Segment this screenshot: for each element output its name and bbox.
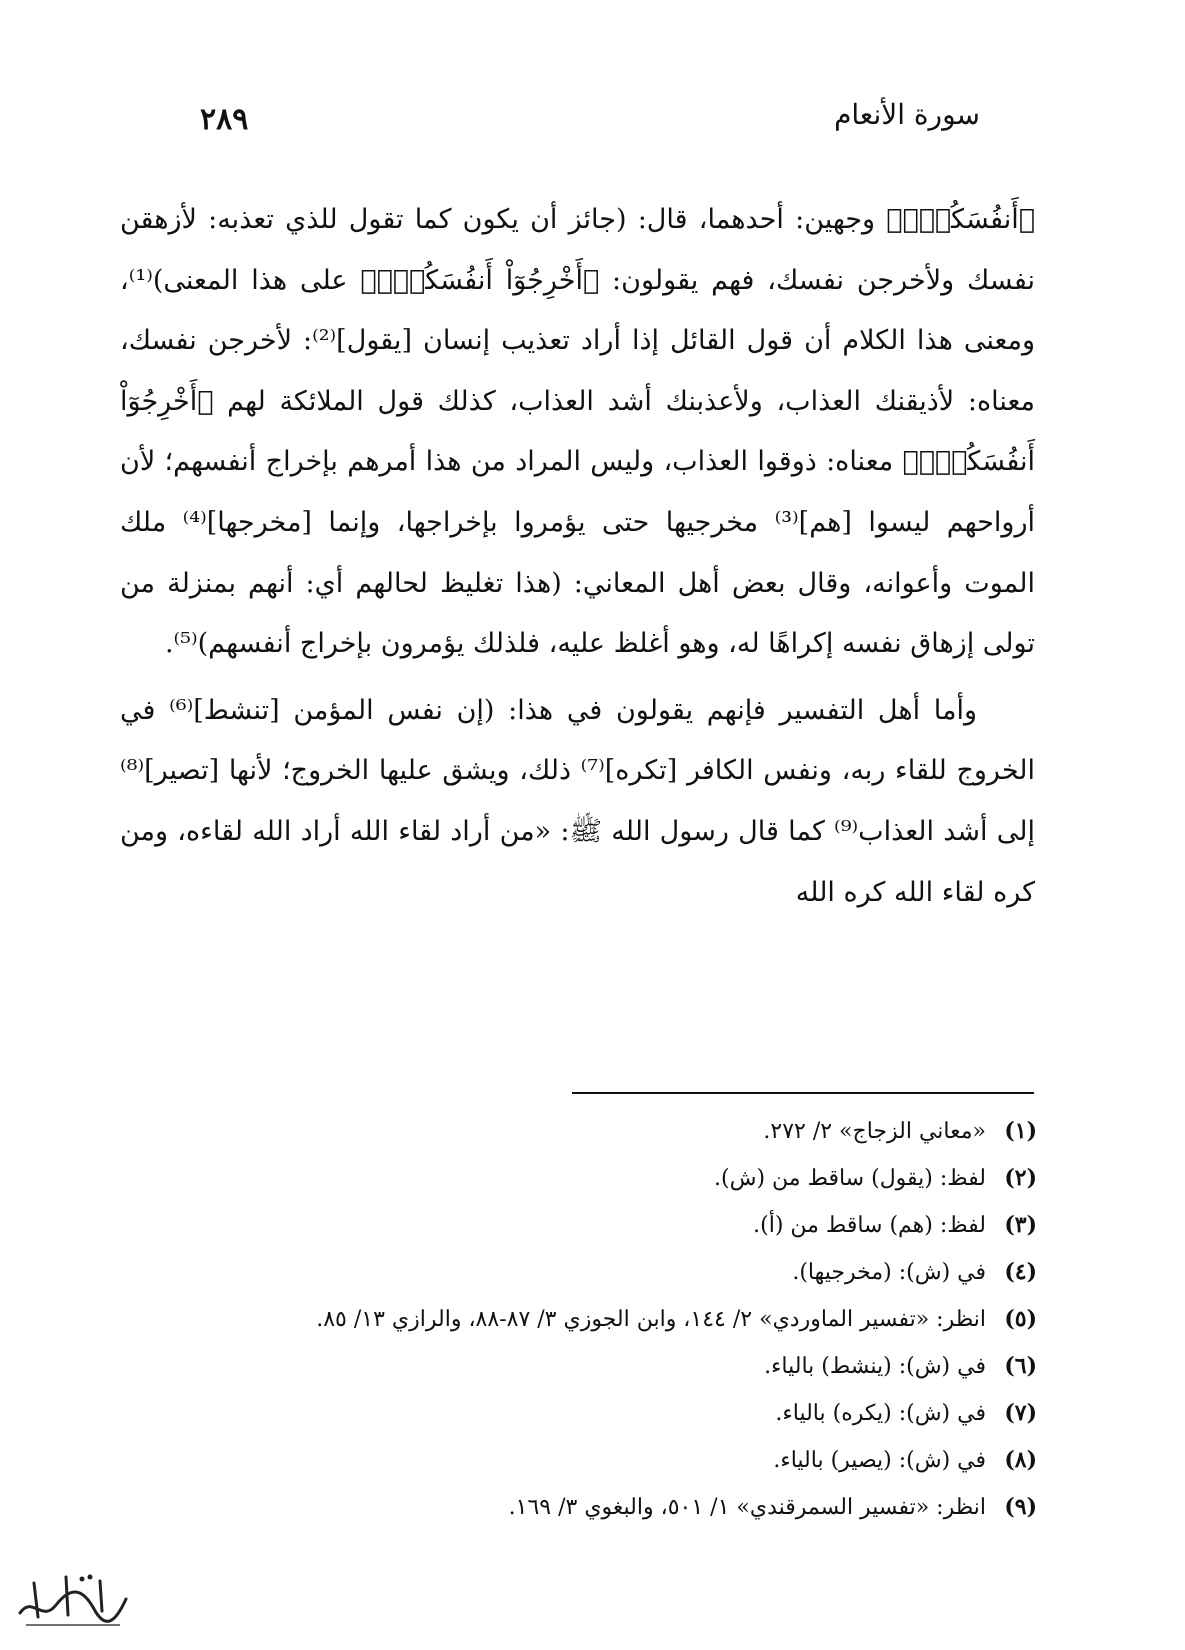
main-text (120, 190, 1035, 923)
footnote-6: (٦) في (ش): (ينشط) بالياء. (764, 1353, 1037, 1379)
footnote-3: (٣) لفظ: (هم) ساقط من (أ). (753, 1212, 1037, 1238)
footnote-5: (٥) انظر: «تفسير الماوردي» ٢/ ١٤٤، وابن الجوزي ٣/ ٨٧-٨٨، والرازي ١٣/ ٨٥. (316, 1306, 1037, 1332)
footnote-7: (٧) في (ش): (يكره) بالياء. (775, 1400, 1037, 1426)
paragraph-1: ﴿أَنفُسَكُمُۖ﴾ وجهين: أحدهما، قال: (جائز أن يكون كما تقول للذي تعذبه: لأزهقن نفسك ولأخرجن نفسك، فهم يقولون: ﴿أَخْرِجُوٓاْ أَنفُسَكُمُۖ﴾ على هذا المعنى)⁽¹⁾، ومعنى هذا الكلام أن قول القائل إذا أراد تعذيب إنسان [يقول]⁽²⁾: لأخرجن نفسك، معناه: لأذيقنك العذاب، ولأعذبنك أشد العذاب، كذلك قول الملائكة لهم ﴿أَخْرِجُوٓاْ أَنفُسَكُمُۖ﴾ معناه: ذوقوا العذاب، وليس المراد من هذا أمرهم بإخراج أنفسهم؛ لأن أرواحهم ليسوا [هم]⁽³⁾ مخرجيها حتى يؤمروا بإخراجها، وإنما [مخرجها]⁽⁴⁾ ملك الموت وأعوانه، وقال بعض أهل المعاني: (هذا تغليظ لحالهم أي: أنهم بمنزلة من تولى إزهاق نفسه إكراهًا له، وهو أغلظ عليه، فلذلك يؤمرون بإخراج أنفسهم)⁽⁵⁾. (120, 204, 1036, 660)
surah-title: سورة الأنعام (834, 98, 980, 131)
paragraph-2: وأما أهل التفسير فإنهم يقولون في هذا: (إن نفس المؤمن [تنشط]⁽⁶⁾ في الخروج للقاء ربه، ونفس الكافر [تكره]⁽⁷⁾ ذلك، ويشق عليها الخروج؛ لأنها [تصير]⁽⁸⁾ إلى أشد العذاب⁽⁹⁾ كما قال رسول الله ﷺ: «من أراد لقاء الله أراد الله لقاءه، ومن كره لقاء الله كره الله (120, 694, 1035, 908)
footnotes (125, 1108, 1037, 1531)
footnote-1: (١) «معاني الزجاج» ٢/ ٢٧٢. (763, 1118, 1037, 1144)
footnote-9: (٩) انظر: «تفسير السمرقندي» ١/ ٥٠١، والبغوي ٣/ ١٦٩. (508, 1494, 1037, 1520)
footnote-8: (٨) في (ش): (يصير) بالياء. (773, 1447, 1037, 1473)
footnote-4: (٤) في (ش): (مخرجيها). (792, 1259, 1037, 1285)
footnote-2: (٢) لفظ: (يقول) ساقط من (ش). (714, 1165, 1037, 1191)
watermark-logo (12, 1565, 132, 1635)
footnote-divider (572, 1092, 1034, 1094)
page-number: ٢٨٩ (200, 102, 249, 137)
